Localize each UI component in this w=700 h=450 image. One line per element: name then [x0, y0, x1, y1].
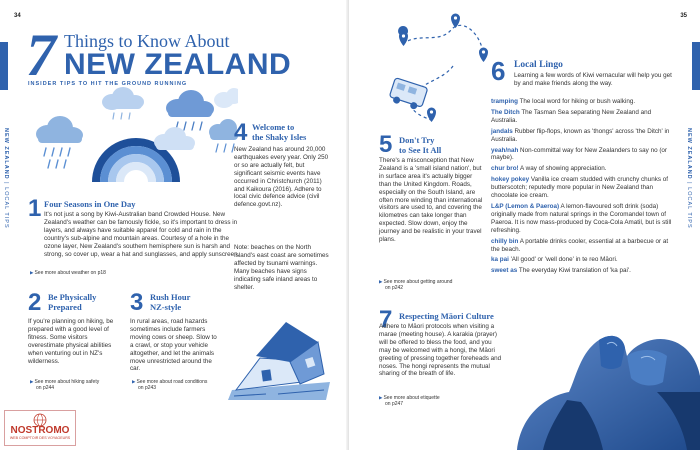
- section-1-title: Four Seasons in One Day: [44, 199, 136, 209]
- cloud-rain-icon: [36, 116, 83, 168]
- section-2-body: If you're planning on hiking, be prepared with a good level of fitness. Some visitors overestimate physical abilities when venturing out in NZ's wilderness.: [28, 318, 114, 365]
- arrow-icon: ▶: [30, 270, 34, 275]
- arrow-icon: ▶: [379, 279, 383, 284]
- arrow-icon: ▶: [30, 379, 34, 384]
- glossary-entry: jandals Rubber flip-flops, known as 'thongs' across 'the Ditch' in Australia.: [491, 127, 670, 143]
- section-1-body: It's not just a song by Kiwi-Australian band Crowded House. New Zealand's weather can be famously fickle, so it's important to dress in layers, and always have suitable apparel for cold and rain in the country's sub-alpine and mountain areas. Courtesy of a hole in the ozone layer, New Zealand's southern hemisphere sun is harsh and strong, so cover up, wear a hat and sunglasses, and apply sunscreen.: [44, 211, 240, 258]
- page-number: 34: [14, 13, 21, 19]
- right-page: [349, 0, 700, 450]
- logo-tagline: WEB COMPTOIR DES VOYAGEURS: [9, 436, 71, 440]
- route-map-illustration: [355, 8, 491, 128]
- arrow-icon: ▶: [379, 395, 383, 400]
- lingo-glossary: [491, 98, 677, 278]
- section-2-more-link[interactable]: ▶See more about hiking safety on p244: [30, 379, 100, 392]
- glossary-entry: chilly bin A portable drinks cooler, essential at a barbecue or at the beach.: [491, 237, 669, 253]
- kicker: INSIDER TIPS TO HIT THE GROUND RUNNING: [28, 81, 188, 87]
- section-7-body: Adhere to Māori protocols when visiting a marae (meeting house). A karakia (prayer) will be offered to bless the food, and you may be welcomed with a hongi, the Māori greeting of pressing together foreheads and noses. The hongi represents the mutual sharing of the breath of life.: [379, 323, 502, 378]
- section-5-body: There's a misconception that New Zealand is a 'small island nation', but in surface area it's actually bigger than the United Kingdom. Roads, especially on the South Island, are often more winding than international visitors are used to, and covering the kilometres can take longer than expected. Slow down, enjoy the journey and be realistic in your travel plans.: [379, 157, 483, 244]
- section-1-number: 1: [28, 195, 42, 222]
- section-7-number: 7: [379, 306, 393, 333]
- glossary-entry: yeah/nah Non-committal way for New Zealanders to say no (or maybe).: [491, 146, 668, 162]
- section-4-title: Welcome to the Shaky Isles: [252, 122, 307, 142]
- hongi-photo: [507, 296, 700, 450]
- glossary-entry: ka pai 'All good' or 'well done' in te reo Māori.: [491, 256, 618, 264]
- title-line-2: NEW ZEALAND: [64, 48, 292, 81]
- publisher-logo: [4, 410, 76, 446]
- title-line-1: Things to Know About: [64, 31, 230, 51]
- running-head: NEW ZEALAND | LOCAL TIPS: [686, 128, 692, 229]
- house-icon: [226, 312, 336, 402]
- title-number: 7: [26, 22, 56, 88]
- cloud-rain-icon: [166, 90, 214, 130]
- running-head: NEW ZEALAND | LOCAL TIPS: [3, 128, 9, 229]
- chapter-tab: [692, 42, 700, 90]
- arrow-icon: ▶: [132, 379, 136, 384]
- cloud-icon: [214, 88, 238, 108]
- section-5-number: 5: [379, 131, 393, 158]
- section-1-more-link[interactable]: ▶See more about weather on p18: [30, 270, 106, 276]
- glossary-entry: tramping The local word for hiking or bush walking.: [491, 98, 636, 105]
- weather-illustration: [28, 86, 238, 190]
- section-4-note: Note: beaches on the North Island's east coast are sometimes affected by tsunami warnings. Many beaches have signs indicating safe inland areas to shelter.: [234, 244, 329, 291]
- section-5-title: Don't Try to See It All: [399, 135, 442, 155]
- section-3-number: 3: [130, 289, 144, 316]
- section-2-title: Be Physically Prepared: [48, 292, 97, 312]
- section-6-intro: Learning a few words of Kiwi vernacular will help you get by and make friends along the way.: [514, 72, 672, 87]
- cloud-icon: [102, 87, 144, 119]
- left-page: [0, 0, 349, 450]
- campervan-icon: [388, 78, 428, 112]
- section-7-more-link[interactable]: ▶See more about etiquette on p247: [379, 395, 440, 408]
- glossary-entry: The Ditch The Tasman Sea separating New Zealand and Australia.: [491, 108, 652, 124]
- section-2-number: 2: [28, 289, 42, 316]
- page-number: 35: [680, 13, 687, 19]
- map-pin-icon: [479, 48, 488, 63]
- map-pin-icon: [398, 26, 408, 48]
- section-3-more-link[interactable]: ▶See more about road conditions on p243: [132, 379, 208, 392]
- section-5-more-link[interactable]: ▶See more about getting around on p242: [379, 279, 453, 292]
- section-4-body: New Zealand has around 20,000 earthquakes every year. Only 250 or so are actually felt, but significant seismic events have occurred in Christchurch (2011) and Kaikoura (2016). Adhere to local civic defence advice (civil defence.govt.nz).: [234, 146, 329, 209]
- glossary-entry: chur bro! A way of showing appreciation.: [491, 165, 607, 173]
- chapter-tab: [0, 42, 8, 90]
- logo-name: NOSTROMO: [10, 425, 70, 436]
- section-4-number: 4: [234, 119, 248, 146]
- section-6-number: 6: [491, 56, 506, 86]
- globe-icon: [26, 412, 54, 426]
- map-pin-icon: [427, 108, 436, 123]
- glossary-entry: hokey pokey Vanilla ice cream studded with crunchy chunks of butterscotch; reputedly more popular in New Zealand than chocolate ice cream.: [491, 176, 668, 200]
- section-3-body: In rural areas, road hazards sometimes include farmers moving cows or sheep. Slow to a crawl, or stop your vehicle altogether, and let the animals move unrestricted around the car.: [130, 318, 217, 373]
- glossary-entry: sweet as The everyday Kiwi translation of 'ka pai'.: [491, 267, 631, 275]
- cloud-icon: [154, 127, 195, 150]
- section-7-title: Respecting Māori Culture: [399, 311, 494, 321]
- section-3-title: Rush Hour NZ-style: [150, 292, 191, 312]
- section-6-title: Local Lingo: [514, 60, 563, 70]
- glossary-entry: L&P (Lemon & Paeroa) A lemon-flavoured soft drink (soda) originally made from natural springs in the Coromandel town of Paeroa. It is now mass-produced by Coca-Cola Amatil, but is still refreshing.: [491, 202, 672, 234]
